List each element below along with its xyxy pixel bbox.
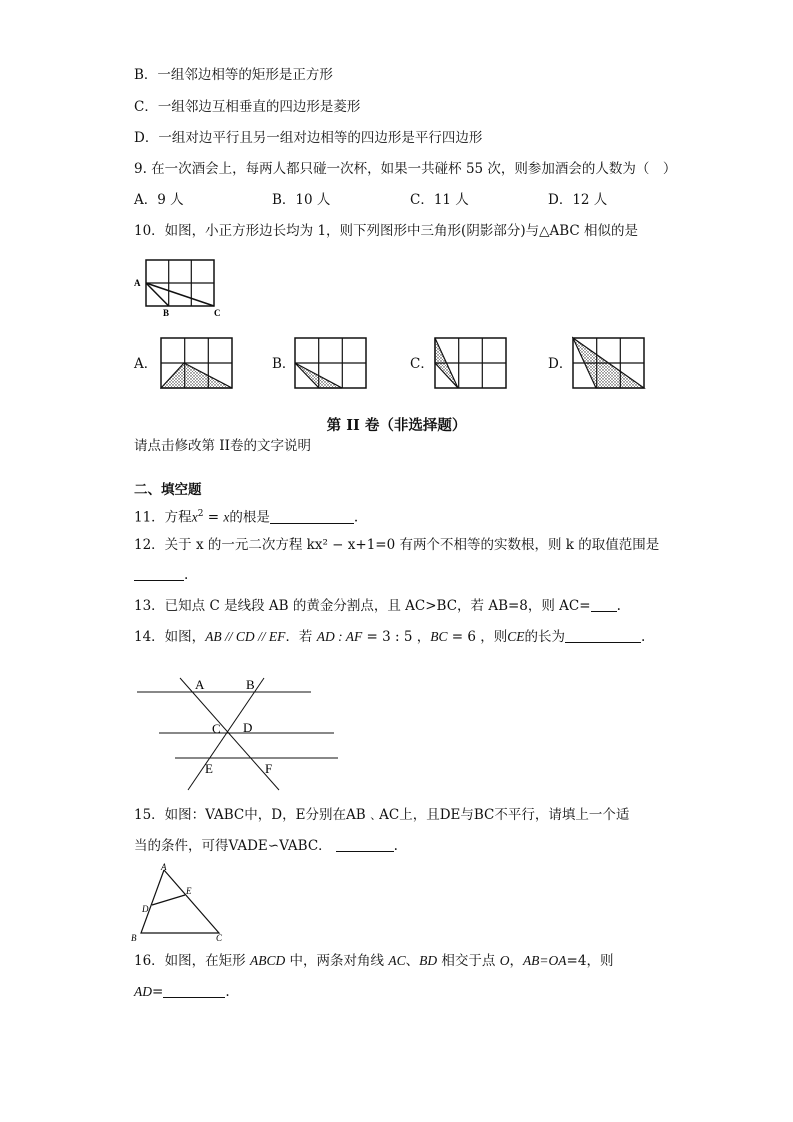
q16-abcd: ABCD xyxy=(249,953,286,968)
q14-label-a: A xyxy=(195,677,205,692)
q14-prefix: 14．如图， xyxy=(134,629,206,645)
q16-sep: 、 xyxy=(405,953,420,969)
q11-eq: = xyxy=(203,509,224,526)
q16-mid3: ， xyxy=(509,953,523,969)
q13-text: 13．已知点 C 是线段 AB 的黄金分割点，且 AC>BC，若 AB=8，则 AC= xyxy=(134,598,591,614)
q13-blank[interactable] xyxy=(591,597,617,612)
q16-mid1: 中，两条对角线 xyxy=(285,953,389,969)
q14-ratio: AD : AF xyxy=(316,629,363,644)
q11 xyxy=(134,505,358,527)
q14-ce: CE xyxy=(507,629,525,644)
q15-end: . xyxy=(393,838,398,854)
q16-mid2: 相交于点 xyxy=(437,953,500,969)
q16-line2-eq: = xyxy=(152,984,164,1000)
q12-text: 12．关于 x 的一元二次方程 kx² − x+1=0 有两个不相等的实数根，则 k 的取值范围是 xyxy=(134,537,660,553)
q16-prefix: 16．如图，在矩形 xyxy=(134,953,250,969)
q10-label-c: C xyxy=(214,308,221,318)
q14-label-c: C xyxy=(212,721,221,736)
q11-blank[interactable] xyxy=(270,509,354,524)
q14-bc: BC xyxy=(430,629,448,644)
q15-line1: 15．如图：VABC中，D，E分别在AB﹑AC上，且DE与BC不平行，请填上一个适 xyxy=(134,807,630,823)
q9-stem: 9. 在一次酒会上，每两人都只碰一次杯，如果一共碰杯 55 次，则参加酒会的人数为（ ） xyxy=(134,161,677,177)
part2-title: 第 II 卷（非选择题） xyxy=(326,417,467,434)
q15-label-e: E xyxy=(186,886,192,896)
q16-mid4: =4，则 xyxy=(566,953,614,969)
q13-end: . xyxy=(616,598,621,614)
q10-option-b: B． xyxy=(272,356,296,372)
q16-o: O xyxy=(499,953,510,968)
q15-label-a: A xyxy=(161,862,167,872)
q10-option-b-figure xyxy=(294,336,368,390)
q10-reference-figure xyxy=(130,256,230,320)
q11-var-x2: x xyxy=(223,509,230,525)
q15-label-b: B xyxy=(131,933,137,943)
q9-option-b: B．10 人 xyxy=(272,192,331,208)
q12-blank[interactable] xyxy=(134,566,184,581)
q16-eq: AB=OA xyxy=(522,953,567,968)
q8-option-b: B．一组邻边相等的矩形是正方形 xyxy=(134,67,333,83)
q15-blank[interactable] xyxy=(336,837,394,852)
q15-label-d: D xyxy=(142,904,149,914)
q14-suffix: 的长为 xyxy=(524,629,566,645)
q10-option-c-figure xyxy=(434,336,508,390)
q9-option-d: D．12 人 xyxy=(548,192,608,208)
q14-parallel: AB // CD // EF xyxy=(205,629,286,644)
q10-option-d-figure xyxy=(572,336,646,390)
q12-end: . xyxy=(184,567,189,583)
q16-end: . xyxy=(225,984,230,1000)
q8-option-c: C．一组邻边互相垂直的四边形是菱形 xyxy=(134,99,361,115)
q14-mid3: = 6 ，则 xyxy=(447,629,508,645)
q16-blank[interactable] xyxy=(163,983,225,998)
q11-suffix: 的根是 xyxy=(229,509,270,526)
q10-label-b: B xyxy=(163,308,170,318)
q10-option-a: A． xyxy=(134,356,158,372)
q8-option-d: D．一组对边平行且另一组对边相等的四边形是平行四边形 xyxy=(134,130,483,146)
q15-label-c: C xyxy=(216,933,223,943)
q16-line2 xyxy=(134,983,230,1001)
q14-label-d: D xyxy=(243,720,253,735)
q11-end: . xyxy=(353,509,359,526)
q12-answer-line xyxy=(134,566,188,584)
q14-figure xyxy=(130,672,350,798)
q11-prefix: 11．方程 xyxy=(134,509,192,526)
q14-mid2: = 3 : 5 ， xyxy=(362,629,431,645)
q15-line2-text: 当的条件，可得VADE∽VABC． xyxy=(134,838,332,854)
q14-label-b: B xyxy=(246,677,255,692)
q10-label-a: A xyxy=(134,278,141,288)
q14-end: . xyxy=(641,629,646,645)
q10-option-a-figure xyxy=(160,336,234,390)
q16-bd: BD xyxy=(419,953,438,968)
q14-mid1: ．若 xyxy=(285,629,317,645)
q14-label-f: F xyxy=(265,761,273,776)
q10-option-c: C． xyxy=(410,356,434,372)
q15-figure xyxy=(128,862,232,944)
q9-option-a: A．9 人 xyxy=(134,192,184,208)
part2-note: 请点击修改第 II卷的文字说明 xyxy=(134,438,311,454)
q10-option-d: D． xyxy=(548,356,573,372)
q13 xyxy=(134,597,621,615)
q10-stem: 10．如图，小正方形边长均为 1，则下列图形中三角形(阴影部分)与△ABC 相似的是 xyxy=(134,223,639,239)
section2-title: 二、填空题 xyxy=(134,482,202,498)
q14-blank[interactable] xyxy=(565,628,641,643)
q16-ad: AD xyxy=(134,984,152,999)
q11-sup: 2 xyxy=(197,509,204,519)
q16-ac: AC xyxy=(388,953,406,968)
q16-line1 xyxy=(134,952,613,970)
q14 xyxy=(134,628,645,646)
q9-option-c: C．11 人 xyxy=(410,192,469,208)
q11-var-x: x xyxy=(191,509,198,525)
q14-label-e: E xyxy=(205,761,213,776)
q15-line2 xyxy=(134,837,398,855)
